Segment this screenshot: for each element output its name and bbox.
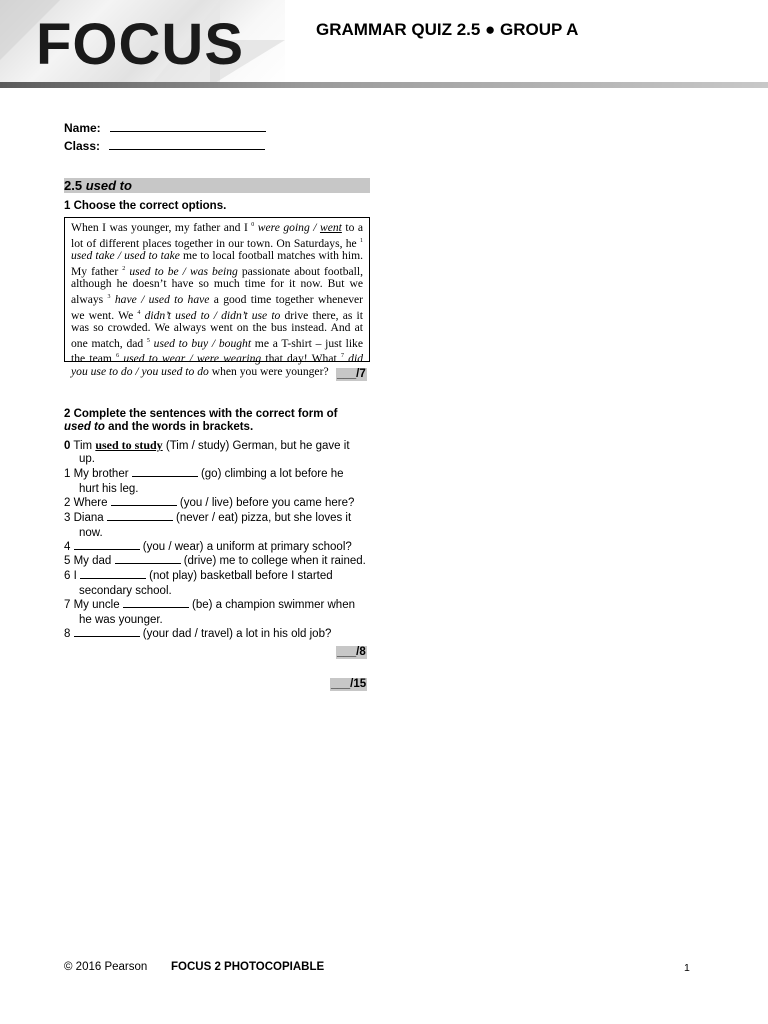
item-post: (be) a champion swimmer when [188, 599, 355, 611]
answer-blank[interactable] [107, 511, 173, 521]
q2-example [64, 438, 350, 453]
q2-heading-line1: 2 Complete the sentences with the correct form of [64, 408, 338, 420]
q2-item-6-cont: secondary school. [79, 585, 172, 597]
q2-item-7-cont: he was younger. [79, 614, 163, 626]
gap-number: 3 [107, 293, 111, 300]
option-pair[interactable]: used to be / was being [129, 264, 238, 278]
option-pair: were going / [257, 221, 320, 234]
q2-item-2 [64, 496, 354, 510]
gap-number: 5 [146, 337, 150, 344]
passage-text: a good time together whenever we went. We [71, 292, 364, 322]
item-pre: 4 [64, 541, 74, 553]
passage-text: that day! What [261, 352, 341, 366]
name-label: Name: [64, 121, 101, 135]
answer-blank[interactable] [115, 554, 181, 564]
item-post: (not play) basketball before I started [145, 570, 333, 582]
q2-item-4 [64, 540, 352, 554]
option-pair[interactable]: did you use to do / you used to do [71, 352, 363, 378]
q2-score[interactable]: ___/8 [337, 646, 366, 658]
copyright-text: © 2016 Pearson [64, 961, 148, 973]
item-post: (you / live) before you came here? [176, 497, 355, 509]
name-line[interactable] [110, 121, 266, 132]
q2-item-3-cont: now. [79, 527, 103, 539]
q1-passage-box [64, 217, 370, 378]
section-heading [64, 178, 370, 193]
option-pair[interactable]: used to buy / bought [153, 336, 252, 350]
q2-item-1-cont: hurt his leg. [79, 483, 139, 495]
q2-item-5 [64, 554, 366, 568]
passage-text: drive there, as it was so crowded. We always went on the bus instead. And at one match, dad [71, 308, 363, 350]
q2-item-8 [64, 627, 331, 641]
focus-logo: FOCUS [36, 12, 244, 77]
q2-item-1 [64, 467, 344, 481]
page-header [0, 0, 768, 90]
class-label: Class: [64, 139, 101, 153]
passage-text: me a T-shirt – just like the team [71, 336, 364, 366]
option-pair[interactable]: used to wear / were wearing [123, 352, 262, 366]
passage-text: to a lot of different places together in our town. On Saturdays, he [71, 221, 363, 250]
answer-blank[interactable] [80, 569, 146, 579]
q2-item-7 [64, 598, 355, 612]
passage-text: When I was younger, my father and I [71, 221, 252, 234]
item-pre: 5 My dad [64, 555, 115, 567]
item-pre: 8 [64, 628, 74, 640]
item-post: (drive) me to college when it rained. [180, 555, 366, 567]
item-post: (you / wear) a uniform at primary school? [139, 541, 352, 553]
option-pair[interactable]: have / used to have [114, 292, 210, 306]
answer-blank[interactable] [74, 540, 140, 550]
item-pre: 6 I [64, 570, 80, 582]
gap-number: 7 [340, 353, 344, 360]
example-post: (Tim / study) German, but he gave it [162, 440, 350, 452]
name-field[interactable] [64, 121, 266, 135]
quiz-title: GRAMMAR QUIZ 2.5 ● GROUP A [316, 20, 579, 39]
gap-number: 4 [137, 309, 141, 316]
answer-blank[interactable] [111, 496, 177, 506]
q2-heading-rest: and the words in brackets. [104, 421, 254, 433]
gap-number: 1 [360, 237, 363, 244]
q2-example-cont: up. [79, 453, 95, 465]
passage-text: passionate about football, although he doesn’t have so much time for it now. But we always [71, 264, 363, 306]
class-field[interactable] [64, 139, 265, 153]
q2-heading-italic: used to [64, 421, 105, 433]
section-number: 2.5 [64, 178, 83, 193]
example-pre: Tim [70, 440, 96, 452]
total-score[interactable]: ___/15 [331, 678, 367, 690]
example-answer: used to study [95, 438, 163, 452]
answer-blank[interactable] [74, 627, 140, 637]
q1-score[interactable]: ___/7 [337, 368, 366, 380]
item-pre: 7 My uncle [64, 599, 123, 611]
item-post: (go) climbing a lot before he [197, 468, 344, 480]
q2-heading [64, 408, 338, 434]
passage-text: me to local football matches with him. My father [71, 249, 363, 278]
item-post: (never / eat) pizza, but she loves it [172, 512, 352, 524]
q1-heading: 1 Choose the correct options. [64, 200, 227, 212]
section-topic: used to [85, 178, 132, 193]
item-pre: 3 Diana [64, 512, 107, 524]
answer-blank[interactable] [132, 467, 198, 477]
class-line[interactable] [109, 139, 265, 150]
header-divider [0, 82, 768, 88]
example-number: 0 [64, 440, 71, 452]
item-post: (your dad / travel) a lot in his old job? [139, 628, 332, 640]
option-pair[interactable]: used take / used to take [71, 249, 180, 263]
passage-text: when you were younger? [208, 364, 329, 378]
gap-number: 0 [251, 222, 255, 228]
gap-number: 6 [116, 353, 120, 360]
photocopiable-label: FOCUS 2 PHOTOCOPIABLE [171, 961, 325, 973]
page-number: 1 [684, 962, 690, 974]
item-pre: 2 Where [64, 497, 111, 509]
q2-item-3 [64, 511, 351, 525]
item-pre: 1 My brother [64, 468, 132, 480]
example-answer: went [319, 221, 342, 234]
gap-number: 2 [122, 265, 126, 272]
option-pair[interactable]: didn’t used to / didn’t use to [144, 308, 281, 322]
q2-item-6 [64, 569, 333, 583]
answer-blank[interactable] [123, 598, 189, 608]
